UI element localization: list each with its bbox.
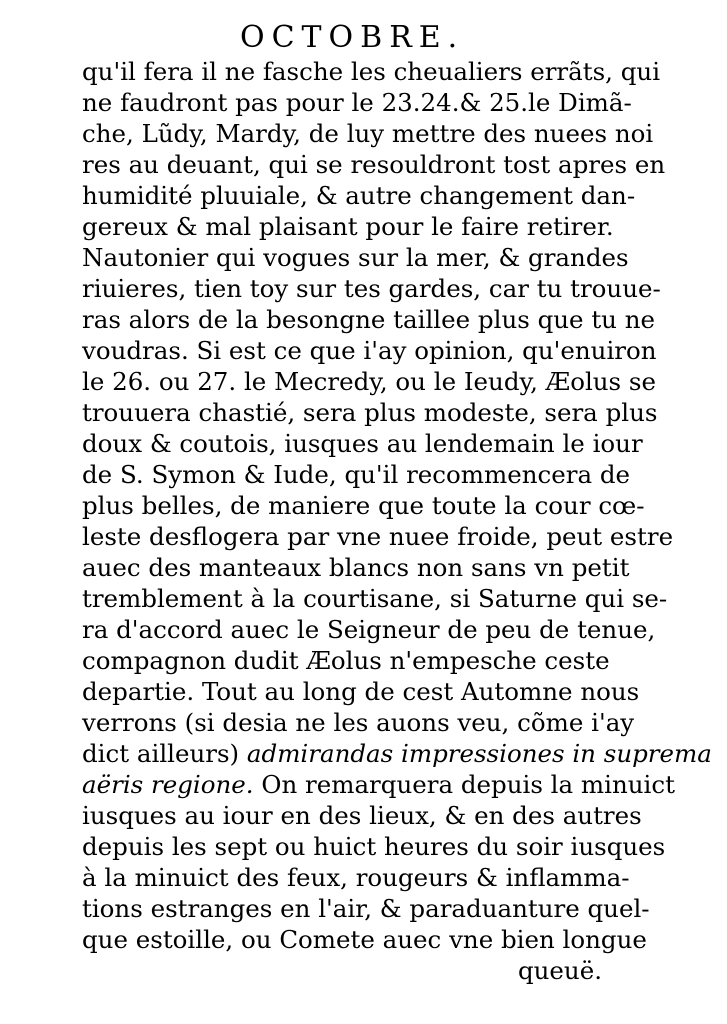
text-line: à la minuict des feux, rougeurs & inflamma- bbox=[82, 863, 630, 892]
text-line-mixed bbox=[82, 769, 675, 800]
text-line: tions estranges en l'air, & paraduanture quel- bbox=[82, 894, 650, 923]
text-line: departie. Tout au long de cest Automne nous bbox=[82, 677, 640, 706]
text-line: le 26. ou 27. le Mecredy, ou le Ieudy, Æolus se bbox=[82, 367, 656, 396]
body-text bbox=[82, 56, 712, 986]
text-line: plus belles, de maniere que toute la cour cœ- bbox=[82, 491, 645, 520]
text-line: gereux & mal plaisant pour le faire retirer. bbox=[82, 212, 614, 241]
text-line: tremblement à la courtisane, si Saturne qui se- bbox=[82, 584, 668, 613]
text-line: humidité pluuiale, & autre changement dan- bbox=[82, 181, 636, 210]
text-line: voudras. Si est ce que i'ay opinion, qu'enuiron bbox=[82, 336, 657, 365]
text-line: depuis les sept ou huict heures du soir iusques bbox=[82, 832, 666, 861]
text-line-mixed bbox=[82, 738, 712, 769]
text-line: Nautonier qui vogues sur la mer, & grandes bbox=[82, 243, 629, 272]
text-line: riuieres, tien toy sur tes gardes, car tu trouue- bbox=[82, 274, 661, 303]
text-line: auec des manteaux blancs non sans vn petit bbox=[82, 553, 630, 582]
text-line: compagnon dudit Æolus n'empesche ceste bbox=[82, 646, 610, 675]
text-line: de S. Symon & Iude, qu'il recommencera de bbox=[82, 460, 631, 489]
italic-phrase: admirandas impressiones in suprema bbox=[246, 739, 712, 768]
text-line: doux & coutois, iusques au lendemain le iour bbox=[82, 429, 643, 458]
text-line: ras alors de la besongne taillee plus que tu ne bbox=[82, 305, 656, 334]
text-line: trouuera chastié, sera plus modeste, sera plus bbox=[82, 398, 658, 427]
running-head: OCTOBRE. bbox=[240, 20, 465, 55]
text-line: ne faudront pas pour le 23.24.& 25.le Dimã- bbox=[82, 88, 632, 117]
text-line: verrons (si desia ne les auons veu, cõme i'ay bbox=[82, 708, 635, 737]
text-line: che, Lũdy, Mardy, de luy mettre des nuees noi bbox=[82, 119, 654, 148]
italic-phrase: aëris regione. bbox=[82, 770, 254, 799]
text-line: que estoille, ou Comete auec vne bien longue bbox=[82, 925, 647, 954]
text-line: qu'il fera il ne fasche les cheualiers errãts, qui bbox=[82, 57, 661, 86]
text-segment: On remarquera depuis la minuict bbox=[261, 770, 675, 799]
text-line: ra d'accord auec le Seigneur de peu de tenue, bbox=[82, 615, 656, 644]
text-line: res au deuant, qui se resouldront tost apres en bbox=[82, 150, 666, 179]
text-line: leste desflogera par vne nuee froide, peut estre bbox=[82, 522, 674, 551]
text-line: iusques au iour en des lieux, & en des autres bbox=[82, 801, 642, 830]
catchword: queuë. bbox=[517, 956, 602, 985]
text-segment: dict ailleurs) bbox=[82, 739, 240, 768]
